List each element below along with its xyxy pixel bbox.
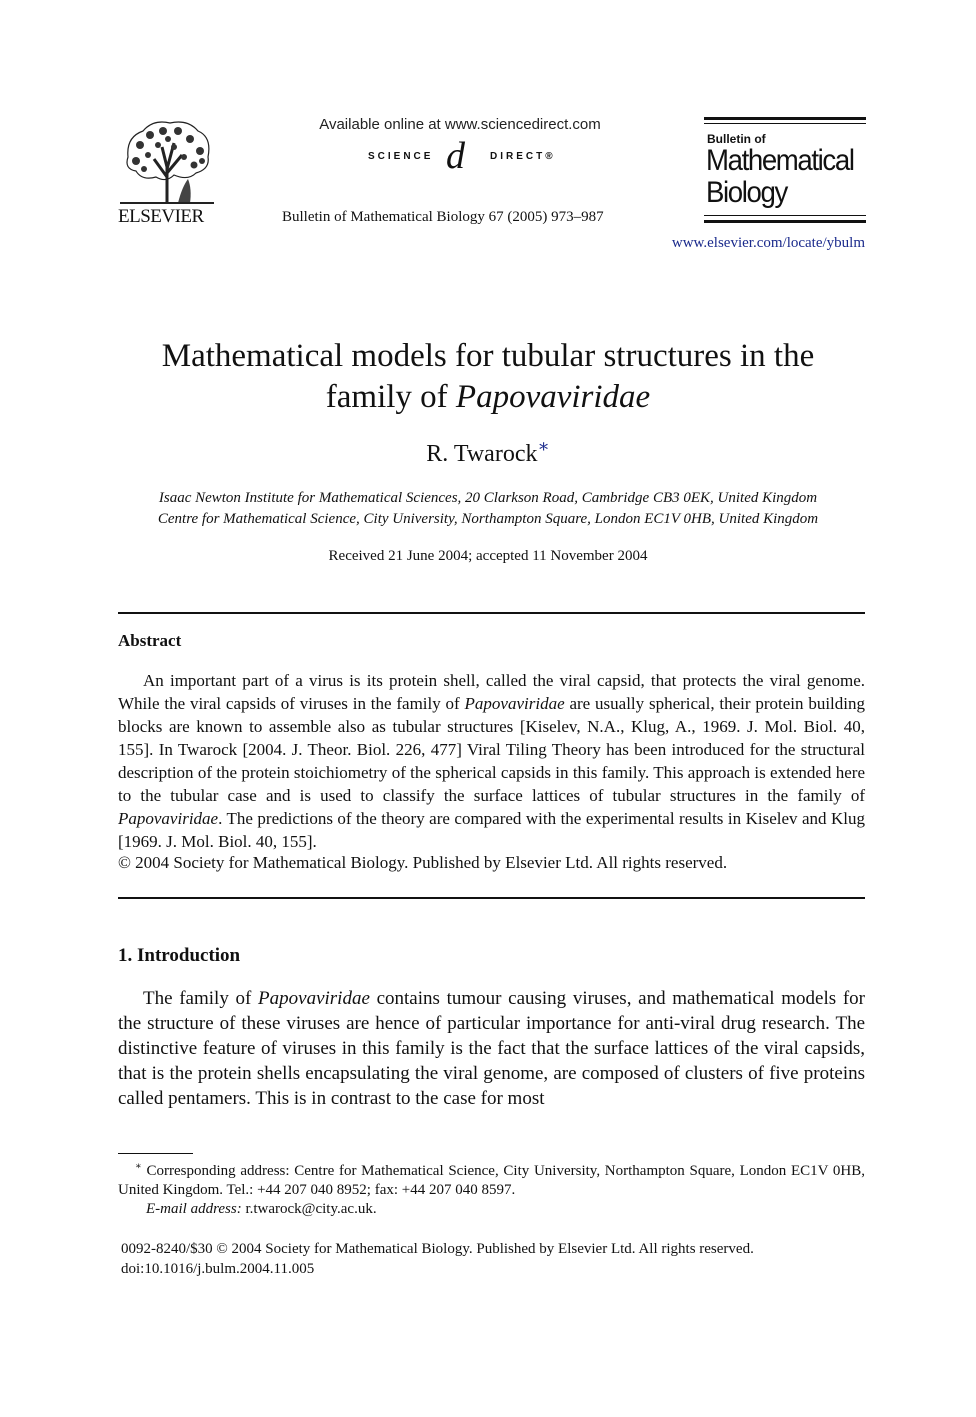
abstract-text: are usually spherical, their protein building blocks are known to assemble also as tubular structures [Kiselev, N.A., Klug, A., 1969. J. Mol. Biol. 40, 155]. In Twarock [2004. J. Theor. Biol. 226, 477] Viral Tiling Theory has been introduced for the structural description of the protein stoichiometry of the spherical capsids in this family. This approach is extended here to the tubular case and is used to classify the surface lattices of tubular structures in the family of bbox=[118, 694, 865, 805]
abstract-bottom-rule bbox=[118, 897, 865, 899]
footnote-correspondence bbox=[118, 1157, 865, 1200]
abstract-italic: Papovaviridae bbox=[464, 694, 565, 713]
footnote bbox=[118, 1157, 865, 1219]
abstract-italic: Papovaviridae bbox=[118, 809, 219, 828]
paper-title-line2-italic: Papovaviridae bbox=[455, 379, 651, 415]
abstract-copyright: © 2004 Society for Mathematical Biology. Published by Elsevier Ltd. All rights reserved. bbox=[118, 853, 728, 872]
author bbox=[88, 436, 888, 468]
elsevier-tree-icon bbox=[118, 117, 216, 205]
received-dates: Received 21 June 2004; accepted 11 November 2004 bbox=[328, 548, 648, 564]
paper-title bbox=[88, 336, 888, 418]
sciencedirect-direct-word: DIRECT® bbox=[490, 151, 556, 162]
journal-logo-rule bbox=[704, 215, 866, 216]
abstract-text: . The predictions of the theory are compared with the experimental results in Kiselev and Klug [1969. J. Mol. Biol. 40, 155]. bbox=[118, 809, 865, 851]
journal-logo-bulletin-of: Bulletin of bbox=[707, 132, 766, 146]
abstract-paragraph bbox=[118, 669, 865, 853]
paper-title-line2-prefix: family of bbox=[325, 379, 456, 415]
sciencedirect-available-online: Available online at www.sciencedirect.com bbox=[319, 116, 601, 133]
footnote-text: Corresponding address: Centre for Mathematical Science, City University, Northampton Square, London EC1V 0HB, United Kingdom. Tel.: +44 207 040 8952; fax: +44 207 040 8597. bbox=[118, 1163, 866, 1198]
journal-reference: Bulletin of Mathematical Biology 67 (2005) 973–987 bbox=[282, 209, 604, 225]
journal-logo-rule bbox=[704, 117, 866, 120]
footnote-marker: ∗ bbox=[135, 1161, 142, 1172]
affiliation-1: Isaac Newton Institute for Mathematical Sciences, 20 Clarkson Road, Cambridge CB3 0EK, United Kingdom bbox=[158, 490, 818, 506]
section-heading-introduction: 1. Introduction bbox=[118, 945, 241, 966]
sciencedirect-science-word: SCIENCE bbox=[368, 151, 434, 162]
introduction-text: contains tumour causing viruses, and mathematical models for the structure of these viruses are hence of particular importance for anti-viral drug research. The distinctive feature of viruses in this family is the fact that the surface lattices of the viral capsids, that is the protein shells encapsulating the viral genome, are composed of clusters of five proteins called pentamers. This is in contrast to the case for most bbox=[118, 988, 865, 1109]
footnote-email-link[interactable]: r.twarock@city.ac.uk. bbox=[245, 1201, 377, 1217]
abstract-body bbox=[118, 669, 865, 853]
journal-logo bbox=[704, 117, 866, 227]
abstract-text: An important part of a virus is its protein shell, called the viral capsid, that protects the viral genome. While the viral capsids of viruses in the family of bbox=[118, 671, 865, 713]
author-name: R. Twarock bbox=[426, 441, 538, 467]
paper-title-line1: Mathematical models for tubular structures in the bbox=[161, 338, 815, 374]
elsevier-wordmark: ELSEVIER bbox=[118, 206, 204, 227]
introduction-text: The family of bbox=[143, 988, 259, 1009]
journal-logo-rule bbox=[704, 220, 866, 223]
journal-logo-biology: Biology bbox=[706, 176, 787, 209]
journal-logo-rule bbox=[704, 123, 866, 124]
introduction-italic: Papovaviridae bbox=[258, 988, 370, 1009]
journal-url-link[interactable]: www.elsevier.com/locate/ybulm bbox=[671, 235, 865, 251]
author-footnote-marker[interactable]: ∗ bbox=[537, 436, 550, 456]
footnote-email bbox=[118, 1200, 865, 1219]
sciencedirect-logo bbox=[312, 135, 608, 178]
footer-issn: 0092-8240/$30 © 2004 Society for Mathematical Biology. Published by Elsevier Ltd. All rights reserved. bbox=[121, 1241, 754, 1257]
affiliation-2: Centre for Mathematical Science, City University, Northampton Square, London EC1V 0HB, United Kingdom bbox=[157, 511, 819, 527]
footnote-rule bbox=[118, 1153, 193, 1154]
abstract-heading: Abstract bbox=[118, 631, 182, 650]
introduction-body bbox=[118, 986, 865, 1111]
elsevier-logo bbox=[118, 117, 218, 229]
abstract-top-rule bbox=[118, 612, 865, 614]
footer-doi[interactable]: doi:10.1016/j.bulm.2004.11.005 bbox=[121, 1261, 315, 1277]
introduction-paragraph bbox=[118, 986, 865, 1111]
footnote-email-label: E-mail address: bbox=[146, 1201, 242, 1217]
journal-logo-mathematical: Mathematical bbox=[706, 144, 854, 177]
sciencedirect-at-icon: d bbox=[446, 135, 465, 177]
